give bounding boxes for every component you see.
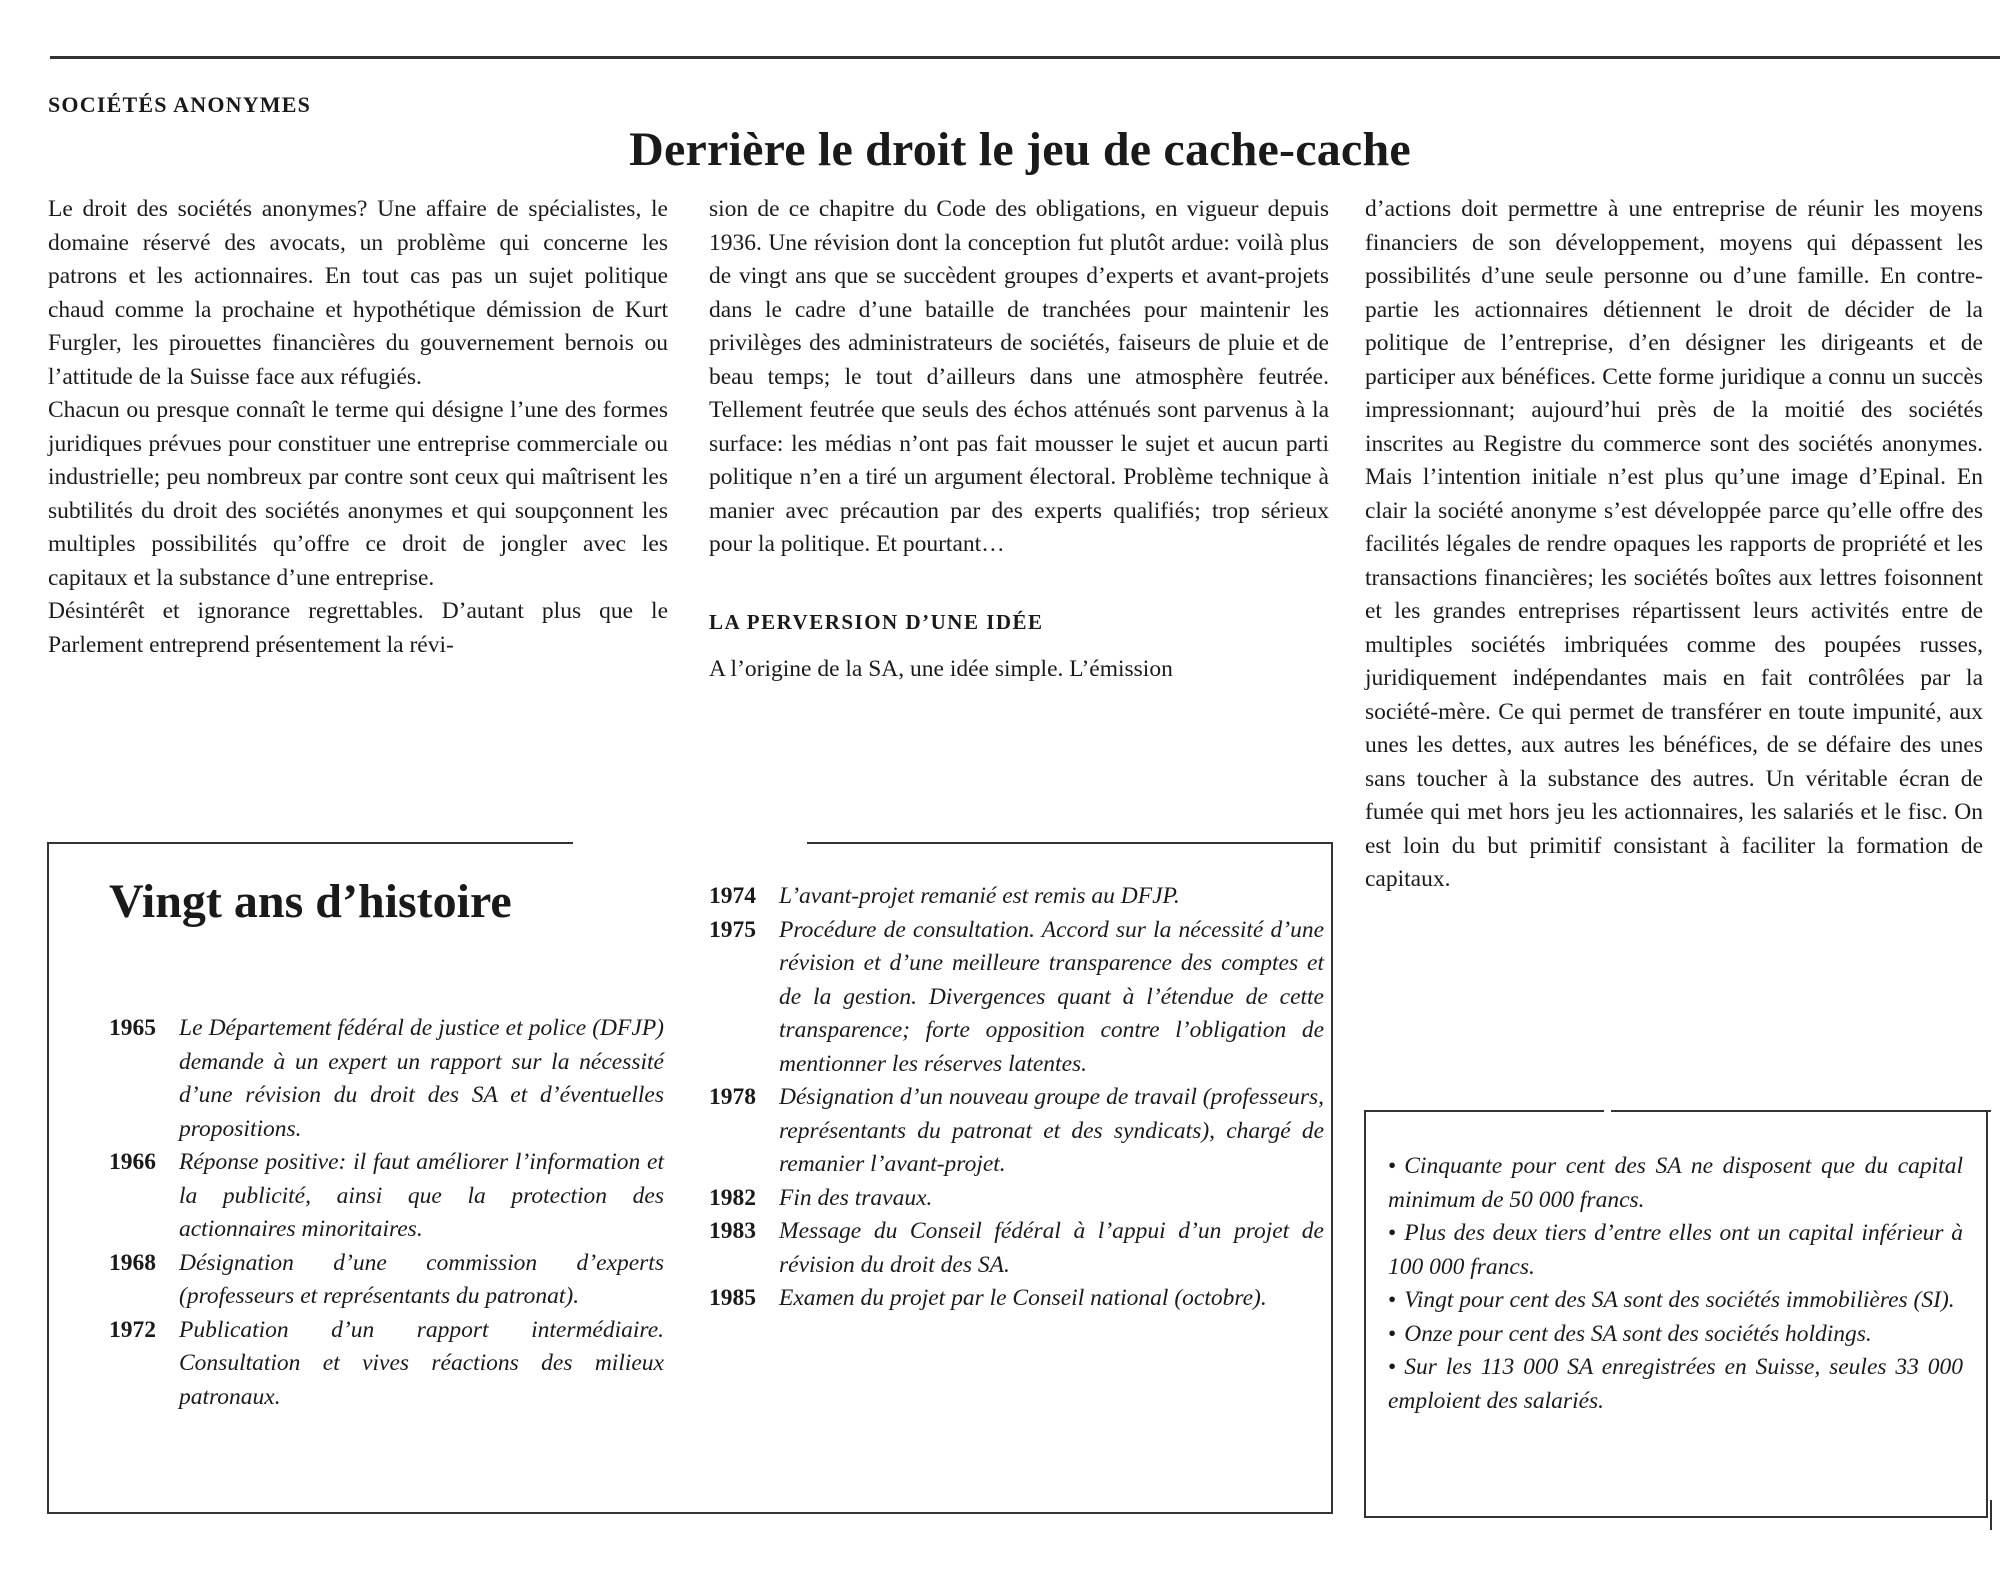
timeline-text: Publication d’un rapport intermédiaire. Consultation et vives réactions des milieux patronaux.: [179, 1316, 664, 1410]
timeline-text: Message du Conseil fédéral à l’appui d’un projet de révision du droit des SA.: [779, 1218, 1324, 1278]
facts-list: [1388, 1150, 1963, 1418]
bullet-icon: •: [1388, 1287, 1397, 1313]
facts-box: [1364, 1110, 1988, 1518]
timeline-text: Désignation d’une commission d’experts (professeurs et représentants du patronat).: [179, 1249, 664, 1309]
timeline-entry: [109, 1314, 664, 1415]
fact-item: [1388, 1351, 1963, 1418]
article-subheading: LA PERVERSION D’UNE IDÉE: [709, 609, 1044, 634]
fact-text: Vingt pour cent des SA sont des sociétés immobilières (SI).: [1404, 1287, 1955, 1313]
article-paragraph: A l’origine de la SA, une idée simple. L’émission: [709, 656, 1173, 682]
article-paragraph-continued: d’actions doit permettre à une entreprise de réunir les moyens financiers de son développement, moyens qui dépassent les possibilités d’une seule personne ou d’une famille. En contre-partie les actionnaires détiennent le droit de décider de la politique de l’entreprise, d’en désigner les dirigeants et de participer aux bénéfices. Cette forme juridique a connu un succès impressionnant; aujourd’hui près de la moitié des sociétés inscrites au Registre du commerce sont des sociétés anonymes. Mais l’intention initiale n’est plus qu’une image d’Epinal. En clair la société anonyme s’est développée parce qu’elle offre des facilités légales de rendre opaques les rapports de propriété et les transactions financières; les sociétés boîtes aux lettres foisonnent et les grandes entreprises répartissent leurs activités entre de multiples sociétés imbriquées comme des poupées russes, juridiquement indépendantes mais en fait contrôlées par la société-mère. Ce qui permet de transférer en toute impunité, aux unes les dettes, aux autres les bénéfices, de se défaire des unes sans toucher à la substance des autres. Un véritable écran de fumée qui met hors jeu les actionnaires, les salariés et le fisc. On est loin du but primitif consistant à faciliter la formation de capitaux.: [1365, 196, 1983, 892]
box-top-rule: [1611, 1110, 1991, 1112]
article-column-2: [709, 193, 1329, 687]
fact-item: [1388, 1284, 1963, 1318]
article-paragraph: Désintérêt et ignorance regrettables. D’autant plus que le Parlement entreprend présentement la révi-: [48, 598, 668, 658]
timeline-entry: [709, 914, 1324, 1082]
article-paragraph: Chacun ou presque connaît le terme qui désigne l’une des formes juridiques prévues pour constituer une entreprise commerciale ou industrielle; peu nombreux par contre sont ceux qui maîtrisent les subtilités du droit des sociétés anonymes et qui soupçonnent les multiples possibilités qu’offre ce droit de jongler avec les capitaux et la substance d’une entreprise.: [48, 397, 668, 591]
article-column-1: [48, 193, 668, 662]
timeline-text: Procédure de consultation. Accord sur la nécessité d’une révision et d’une meilleure transparence des comptes et de la gestion. Divergences quant à l’étendue de cette transparence; forte opposition contre l’obligation de mentionner les réserves latentes.: [779, 916, 1324, 1077]
fact-item: [1388, 1318, 1963, 1352]
fact-text: Cinquante pour cent des SA ne disposent que du capital minimum de 50 000 francs.: [1388, 1153, 1963, 1213]
bullet-icon: •: [1388, 1354, 1397, 1380]
fact-text: Plus des deux tiers d’entre elles ont un capital inférieur à 100 000 francs.: [1388, 1220, 1963, 1280]
timeline-text: Examen du projet par le Conseil national (octobre).: [779, 1285, 1267, 1311]
timeline-text: L’avant-projet remanié est remis au DFJP.: [779, 883, 1180, 909]
history-title: Vingt ans d’histoire: [109, 875, 512, 928]
timeline-year: 1968: [109, 1249, 156, 1276]
fact-text: Sur les 113 000 SA enregistrées en Suisse, seules 33 000 emploient des salariés.: [1388, 1354, 1963, 1414]
timeline-entry: [709, 1282, 1324, 1316]
top-rule: [50, 56, 2000, 59]
box-top-rule: [807, 842, 1333, 844]
timeline-year: 1978: [709, 1084, 756, 1110]
timeline-entry: [709, 1182, 1324, 1216]
article-headline: Derrière le droit le jeu de cache-cache: [629, 123, 1411, 176]
timeline-year: 1972: [109, 1316, 156, 1343]
timeline-year: 1974: [709, 883, 756, 909]
timeline-year: 1966: [109, 1149, 156, 1175]
timeline-entry: [709, 1215, 1324, 1282]
fact-text: Onze pour cent des SA sont des sociétés holdings.: [1404, 1320, 1872, 1347]
timeline-entry: [709, 880, 1324, 914]
timeline-entry: [109, 1012, 664, 1146]
timeline-right: [709, 880, 1324, 1316]
timeline-text: Réponse positive: il faut améliorer l’information et la publicité, ainsi que la protection des actionnaires minoritaires.: [179, 1149, 664, 1242]
timeline-text: Fin des travaux.: [779, 1184, 933, 1211]
timeline-year: 1975: [709, 916, 756, 943]
timeline-entry: [709, 1081, 1324, 1182]
article-column-3: [1365, 193, 1983, 897]
article-paragraph-continued: sion de ce chapitre du Code des obligations, en vigueur depuis 1936. Une révision dont la conception fut plutôt ardue: voilà plus de vingt ans que se succèdent groupes d’experts et avant-projets dans le cadre d’une bataille de tranchées pour maintenir les privilèges des administrateurs de sociétés, faiseurs de pluie et de beau temps; le tout d’ailleurs dans une atmosphère feutrée. Tellement feutrée que seuls des échos atténués sont parvenus à la surface: les médias n’ont pas fait mousser le sujet et aucun parti politique n’en a tiré un argument électoral. Problème technique à manier avec précaution par des experts qualifiés; trop sérieux pour la politique. Et pourtant…: [709, 196, 1329, 557]
timeline-year: 1982: [709, 1184, 756, 1211]
fact-item: [1388, 1150, 1963, 1217]
section-label: SOCIÉTÉS ANONYMES: [48, 92, 312, 117]
timeline-left: [109, 1012, 664, 1414]
bullet-icon: •: [1388, 1220, 1397, 1246]
fact-item: [1388, 1217, 1963, 1284]
page-edge-mark: [1990, 1500, 2000, 1530]
timeline-year: 1965: [109, 1015, 156, 1041]
timeline-year: 1985: [709, 1285, 756, 1311]
timeline-text: Le Département fédéral de justice et police (DFJP) demande à un expert un rapport sur la nécessité d’une révision du droit des SA et d’éventuelles propositions.: [179, 1015, 664, 1142]
box-top-rule: [47, 842, 573, 844]
box-top-rule: [1364, 1110, 1604, 1112]
timeline-entry: [109, 1247, 664, 1314]
timeline-entry: [109, 1146, 664, 1247]
bullet-icon: •: [1388, 1153, 1397, 1179]
article-paragraph: Le droit des sociétés anonymes? Une affaire de spécialistes, le domaine réservé des avocats, un problème qui concerne les patrons et les actionnaires. En tout cas pas un sujet politique chaud comme la prochaine et hypothétique démission de Kurt Furgler, les pirouettes financières du gouvernement bernois ou l’attitude de la Suisse face aux réfugiés.: [48, 196, 668, 390]
timeline-text: Désignation d’un nouveau groupe de travail (professeurs, représentants du patronat et des syndicats), chargé de remanier l’avant-projet.: [779, 1084, 1324, 1177]
timeline-year: 1983: [709, 1218, 756, 1244]
history-box: [47, 842, 1333, 1514]
bullet-icon: •: [1388, 1320, 1397, 1347]
